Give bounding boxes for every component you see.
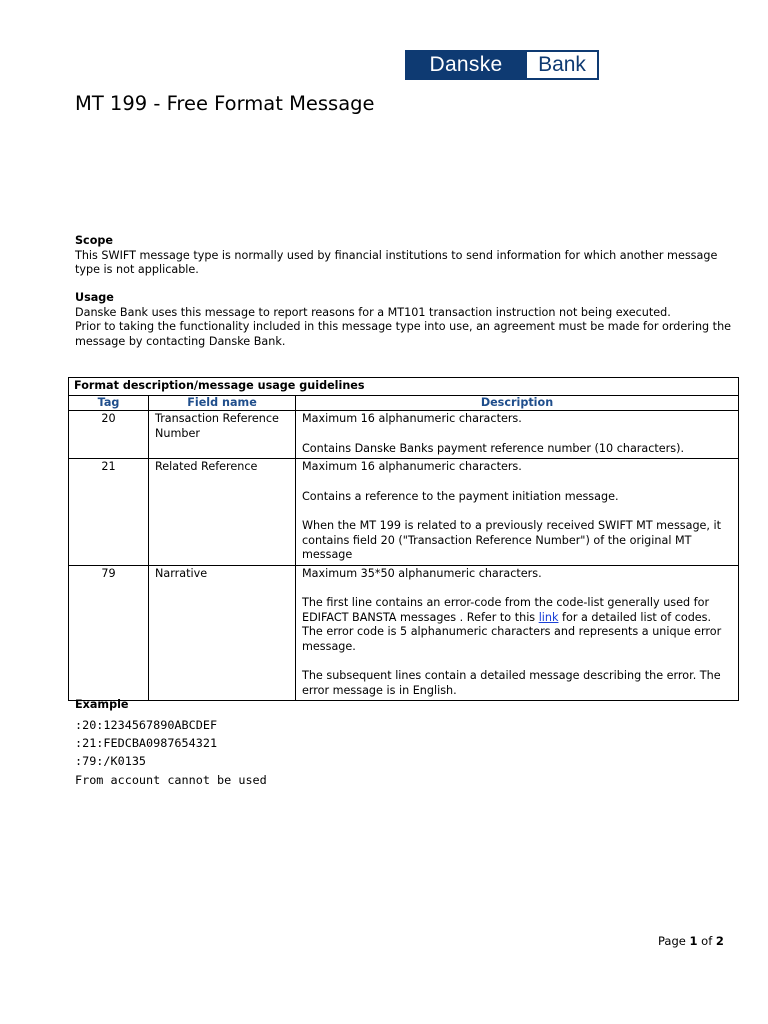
field-name-cell: Narrative [149, 565, 296, 701]
tag-cell: 21 [69, 459, 149, 566]
description-text: When the MT 199 is related to a previously received SWIFT MT message, it contains field 20 ("Transaction Reference Number") of the original MT message [302, 519, 722, 561]
danske-bank-logo [405, 50, 599, 80]
description-cell [296, 565, 739, 701]
description-text: Contains Danske Banks payment reference number (10 characters). [302, 441, 685, 455]
table-row [69, 459, 739, 566]
tag-cell: 79 [69, 565, 149, 701]
description-text: Maximum 35*50 alphanumeric characters. [302, 566, 542, 580]
logo-danske: Danske [405, 50, 527, 80]
column-header-tag: Tag [69, 395, 149, 411]
scope-section [75, 234, 735, 278]
description-text-with-link [302, 596, 732, 654]
code-line: :79:/K0135 [75, 754, 147, 769]
field-name-cell: Related Reference [149, 459, 296, 566]
field-name-cell: Transaction Reference Number [149, 411, 296, 459]
description-cell [296, 411, 739, 459]
page-current: 1 [689, 934, 698, 948]
code-line: :20:1234567890ABCDEF [75, 718, 218, 732]
tag-cell: 20 [69, 411, 149, 459]
usage-heading: Usage [75, 291, 114, 304]
usage-section [75, 291, 735, 349]
example-code [75, 716, 267, 789]
description-text: Maximum 16 alphanumeric characters. [302, 460, 522, 473]
scope-text: This SWIFT message type is normally used by financial institutions to send information for which another message type is not applicable. [75, 248, 718, 276]
page-title: MT 199 - Free Format Message [75, 92, 375, 115]
code-list-link[interactable]: link [538, 610, 559, 624]
column-header-field-name: Field name [149, 395, 296, 411]
scope-heading: Scope [75, 234, 113, 247]
description-cell [296, 459, 739, 566]
description-text: The subsequent lines contain a detailed message describing the error. The error message is in English. [302, 669, 721, 697]
page-label: Page [658, 934, 686, 948]
table-row [69, 411, 739, 459]
description-text: Contains a reference to the payment initiation message. [302, 489, 619, 503]
code-line: From account cannot be used [75, 772, 267, 787]
column-header-description: Description [296, 395, 739, 411]
description-text: Maximum 16 alphanumeric characters. [302, 412, 522, 425]
usage-text-1: Danske Bank uses this message to report reasons for a MT101 transaction instruction not being executed. [75, 305, 671, 319]
usage-text-2: Prior to taking the functionality included in this message type into use, an agreement must be made for ordering the message by contacting Danske Bank. [75, 320, 732, 348]
table-caption: Format description/message usage guidelines [69, 378, 739, 396]
page-total: 2 [715, 934, 724, 948]
description-text: The first line contains an error-code from the code-list generally used for EDIFACT BANSTA messages . Refer to this [302, 596, 710, 624]
of-label: of [701, 934, 713, 948]
example-heading: Example [75, 698, 129, 711]
code-line: :21:FEDCBA0987654321 [75, 736, 218, 751]
page-number [658, 934, 724, 948]
format-table [68, 377, 739, 701]
table-row [69, 565, 739, 701]
logo-bank: Bank [527, 50, 599, 80]
description-text: for a detailed list of codes. The error code is 5 alphanumeric characters and represents a unique error message. [302, 610, 722, 653]
